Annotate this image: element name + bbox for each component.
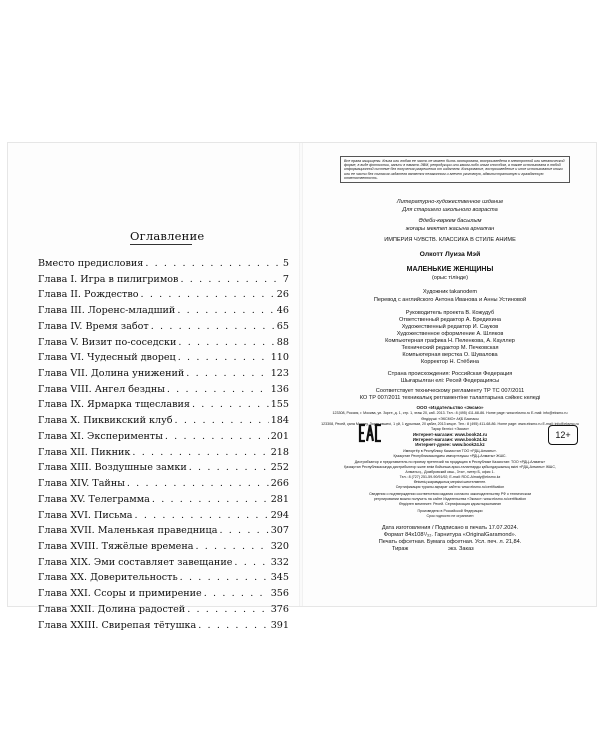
- toc-entry-title: Глава VII. Долина унижений: [38, 368, 185, 380]
- info-line: регулировании можно получить на сайте Издательства «Эксмо»: www.eksmo.ru/certification: [373, 497, 527, 501]
- toc-entry-page: 218: [270, 446, 289, 458]
- toc-entry-page: 356: [270, 588, 289, 600]
- toc-entry-title: Глава IX. Ярмарка тщеславия: [38, 399, 190, 411]
- info-line: Сведения о подтверждении соответствия издания согласно законодательству РФ о техническом: [369, 492, 531, 496]
- toc-entry-title: Глава XIX. Эми составляет завещание: [38, 556, 233, 568]
- print-dates: Дата изготовления / Подписано в печать 17.07.2024.: [381, 525, 519, 531]
- toc-entry: [38, 319, 289, 335]
- regulation-ru: Соответствует техническому регламенту ТР ТС 007/2011: [375, 388, 525, 394]
- toc-entry-title: Глава XIII. Воздушные замки: [38, 462, 187, 474]
- genre: Литературно-художественное издание: [396, 199, 504, 205]
- toc-title: Оглавление: [130, 229, 205, 243]
- toc-entry-title: Вместо предисловия: [38, 258, 144, 269]
- toc-list: [38, 256, 289, 633]
- toc-entry-page: 391: [270, 619, 289, 631]
- toc-entry-title: Глава V. Визит по-соседски: [38, 336, 177, 348]
- toc-entry: [38, 429, 289, 445]
- toc-entry-page: 294: [270, 509, 289, 521]
- toc-entry-title: Глава XXIII. Свирепая тётушка: [38, 619, 197, 631]
- toc-entry-page: 7: [282, 273, 289, 285]
- toc-leader-dots: [178, 350, 269, 366]
- kazakh-genre: Әдеби-көркем басылым: [418, 218, 482, 224]
- toc-entry-title: Глава XII. Пикник: [38, 446, 131, 458]
- info-line: Өндірген мемлекет: Ресей. Сертификация қарастырылмаған: [399, 502, 501, 506]
- age-rating-badge: 12+: [548, 425, 578, 445]
- toc-entry-title: Глава XI. Эксперименты: [38, 430, 163, 442]
- distributor-line: Қазақстан Республикасында дистрибьютор және өнім бойынша арыз-талаптарды қабылдаушының өкілі «РДЦ-Алматы» ЖШС,: [344, 465, 556, 469]
- origin-ru: Страна происхождения: Российская Федерация: [387, 371, 513, 377]
- book-title: МАЛЕНЬКИЕ ЖЕНЩИНЫ: [406, 266, 494, 273]
- toc-leader-dots: [152, 492, 269, 508]
- toc-entry: [38, 382, 289, 398]
- toc-entry: [38, 272, 289, 288]
- eac-mark-icon: [358, 422, 382, 444]
- toc-entry-page: 307: [270, 525, 289, 537]
- trademark: Тауар белгісі: «Эксмо»: [431, 427, 469, 431]
- toc-entry-title: Глава XXI. Ссоры и примирение: [38, 588, 202, 600]
- manufacturer-address: 123308, Ресей, қала Мәскеу, Зорге көшесі, 1 үй, 1 құрылым, 20 қабат, 2013 кеңсе. Тел.: 8 (495) 411-68-86. Home page: www.eksmo.ru E-mail: info@eksmo.ru: [321, 422, 579, 426]
- distributor-line: Тел.: 8 (727) 251-59-90/91/92; E-mail: RDC-Almaty@eksmo.kz: [399, 475, 501, 479]
- certification: Сертификация туралы ақпарат сайтта: www.eksmo.ru/certification: [395, 485, 505, 489]
- credit-line: Корректор Н. Стёбина: [421, 359, 479, 365]
- toc-entry: [38, 256, 289, 272]
- copyright-notice: Все права защищены. Книга или любая ее часть не может быть скопирована, воспроизведена в электронной или механической форме, в виде фотокопии, записи в память ЭВМ, репродукции или каким-либо иным способом, а также использована в любой информационной системе без получения разрешения от издателя. Копирование, воспроизведение и иное использование книги или ее части без согласия издателя является незаконным и влечет уголовную, административную и гражданскую ответственность.: [340, 156, 570, 183]
- toc-entry-page: 266: [270, 478, 289, 490]
- toc-leader-dots: [127, 476, 269, 492]
- toc-entry: [38, 523, 289, 539]
- toc-leader-dots: [234, 555, 268, 571]
- manufacturer: Өндіруші: «ЭКСМО» АҚБ Баспасы: [421, 417, 479, 421]
- toc-leader-dots: [175, 413, 269, 429]
- toc-entry-title: Глава IV. Время забот: [38, 320, 149, 332]
- toc-entry: [38, 287, 289, 303]
- toc-entry: [38, 570, 289, 586]
- shop-kz-2: Интернет-дүкен: www.book24.kz: [415, 442, 485, 447]
- toc-title-rule: [130, 244, 192, 245]
- toc-entry-title: Глава VIII. Ангел бездны: [38, 383, 165, 395]
- credit-line: Компьютерная графика Н. Пеленкова, А. Кауллер: [385, 338, 515, 344]
- toc-leader-dots: [186, 366, 268, 382]
- toc-entry: [38, 303, 289, 319]
- toc-entry: [38, 397, 289, 413]
- toc-entry: [38, 618, 289, 634]
- order-label: экз. Заказ: [448, 546, 474, 552]
- toc-leader-dots: [195, 539, 268, 555]
- credit-line: Технический редактор М. Печковская: [401, 345, 499, 351]
- toc-leader-dots: [167, 382, 269, 398]
- toc-entry-page: 88: [276, 336, 289, 348]
- toc-leader-dots: [198, 618, 268, 634]
- audience: Для старшего школьного возраста: [402, 207, 498, 213]
- toc-entry-page: 184: [270, 415, 289, 427]
- origin-kz: Шығарылған елі: Ресей Федерациясы: [400, 378, 500, 384]
- toc-entry-title: Глава XVI. Письма: [38, 509, 133, 521]
- toc-leader-dots: [178, 335, 274, 351]
- toc-entry-page: 345: [270, 572, 289, 584]
- credit-line: Художественный редактор И. Сауков: [401, 324, 499, 330]
- toc-entry-page: 26: [276, 289, 289, 301]
- shop-ru: Интернет-магазин: www.book24.ru: [412, 432, 488, 437]
- credit-line: Художественное оформление А. Шляков: [396, 331, 504, 337]
- toc-entry: [38, 586, 289, 602]
- toc-entry: [38, 555, 289, 571]
- kazakh-audience: жоғары мектеп жасына арналған: [405, 226, 495, 232]
- toc-entry: [38, 350, 289, 366]
- toc-leader-dots: [187, 602, 268, 618]
- toc-entry: [38, 602, 289, 618]
- translator: Перевод с английского Антона Иванова и Анны Устиновой: [373, 297, 527, 303]
- toc-entry-title: Глава II. Рождество: [38, 289, 139, 301]
- importer-ru: Импортёр в Республику Казахстан ТОО «РДЦ-Алматы».: [403, 449, 497, 453]
- toc-leader-dots: [145, 256, 281, 272]
- toc-leader-dots: [135, 508, 269, 524]
- toc-entry: [38, 413, 289, 429]
- made-in: Произведено в Российской Федерации: [417, 509, 483, 513]
- importer-kz: Қазақстан Республикасындағы импорттаушы «РДЦ-Алматы» ЖШС.: [393, 454, 507, 458]
- toc-entry-page: 252: [270, 462, 289, 474]
- toc-entry-title: Глава XX. Доверительность: [38, 572, 178, 584]
- toc-entry-page: 281: [270, 493, 289, 505]
- validity: Өнімнің жарамдылық мерзімі шектелмеген.: [413, 480, 487, 484]
- toc-entry-title: Глава XIV. Тайны: [38, 478, 125, 490]
- toc-entry: [38, 335, 289, 351]
- author: Олкотт Луиза Мэй: [419, 251, 481, 258]
- toc-entry: [38, 476, 289, 492]
- toc-entry-title: Глава XXII. Долина радостей: [38, 603, 186, 615]
- distributor-line: Алматы қ., Домбровский көш., 3«а», литер Б, офис 1.: [405, 470, 495, 474]
- credit-line: Руководитель проекта В. Кожудуб: [405, 310, 495, 316]
- print-format: Формат 84x108¹/₃₂. Гарнитура «OriginalGaramond».: [383, 532, 517, 538]
- toc-entry-page: 332: [270, 556, 289, 568]
- toc-entry-page: 5: [282, 258, 289, 269]
- toc-leader-dots: [165, 429, 269, 445]
- book-subtitle: (орыс тілінде): [431, 275, 469, 281]
- shelf-life: Срок годности не ограничен: [426, 514, 474, 518]
- toc-entry: [38, 460, 289, 476]
- toc-entry-page: 123: [270, 368, 289, 380]
- toc-entry-title: Глава VI. Чудесный дворец: [38, 352, 176, 364]
- toc-entry: [38, 366, 289, 382]
- book-fold: [299, 143, 303, 606]
- toc-entry: [38, 445, 289, 461]
- toc-entry-page: 201: [270, 430, 289, 442]
- toc-leader-dots: [192, 397, 269, 413]
- credit-line: Компьютерная верстка О. Шувалова: [402, 352, 498, 358]
- toc-entry-title: Глава XV. Телеграмма: [38, 493, 150, 505]
- toc-entry-title: Глава III. Лоренс-младший: [38, 305, 176, 317]
- credit-line: Ответственный редактор А. Бредихина: [399, 317, 501, 323]
- toc-leader-dots: [204, 586, 269, 602]
- toc-entry-page: 136: [270, 383, 289, 395]
- toc-entry-title: Глава XVII. Маленькая праведница: [38, 525, 218, 537]
- toc-leader-dots: [180, 272, 280, 288]
- toc-entry: [38, 539, 289, 555]
- toc-leader-dots: [219, 523, 268, 539]
- toc-entry-page: 155: [270, 399, 289, 411]
- toc-entry-title: Глава I. Игра в пилигримов: [38, 273, 179, 285]
- shop-kz: Интернет-магазин: www.book24.kz: [412, 437, 488, 442]
- toc-entry-title: Глава XVIII. Тяжёлые времена: [38, 540, 194, 552]
- publisher-name: ООО «Издательство «Эксмо»: [416, 405, 484, 410]
- print-run-label: Тираж: [392, 546, 409, 552]
- toc-entry: [38, 508, 289, 524]
- toc-leader-dots: [151, 319, 275, 335]
- toc-leader-dots: [141, 287, 275, 303]
- toc-leader-dots: [177, 303, 274, 319]
- print-details: Печать офсетная. Бумага офсетная. Усл. печ. л. 21,84.: [378, 539, 522, 545]
- toc-entry-page: 110: [270, 352, 289, 364]
- toc-entry-page: 65: [276, 320, 289, 332]
- toc-leader-dots: [180, 570, 269, 586]
- toc-leader-dots: [132, 445, 268, 461]
- regulation-kz: КО ТР 007/2011 техникалық регламентіне талаптарына сәйкес келеді: [359, 395, 541, 401]
- toc-entry-page: 320: [270, 540, 289, 552]
- toc-entry-title: Глава X. Пиквикский клуб: [38, 415, 173, 427]
- illustrator: Художник takanodem: [422, 289, 478, 295]
- distributor-line: Дистрибьютор и представитель по приему претензий на продукцию в Республике Казахстан: ТОО «РДЦ-Алматы»: [354, 460, 546, 464]
- series: ИМПЕРИЯ ЧУВСТВ. КЛАССИКА В СТИЛЕ АНИМЕ: [384, 237, 516, 243]
- publisher-address: 123308, Россия, г. Москва, ул. Зорге, д. 1, стр. 1, этаж 20, каб. 2013. Тел.: 8 (495) 411-68-86. Home page: www.eksmo.ru E-mail: info@eksmo.ru: [332, 411, 568, 415]
- toc-entry-page: 376: [270, 603, 289, 615]
- toc-leader-dots: [189, 460, 269, 476]
- toc-entry-page: 46: [276, 305, 289, 317]
- toc-entry: [38, 492, 289, 508]
